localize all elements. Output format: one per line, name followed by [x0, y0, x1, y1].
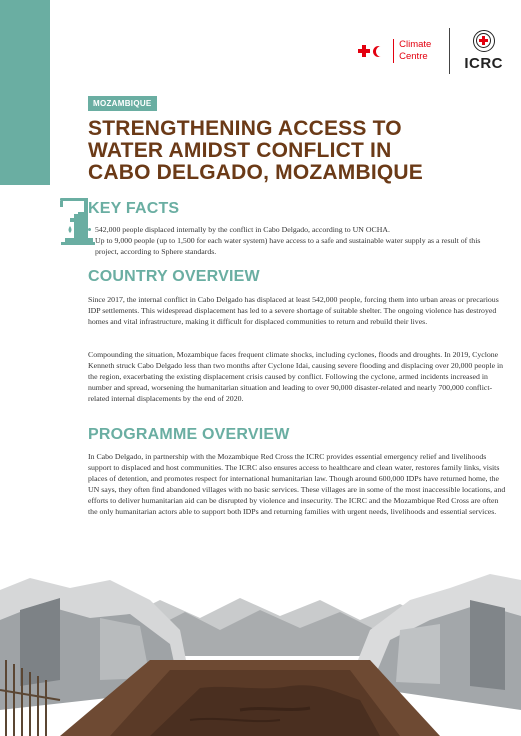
logo-divider: [449, 28, 450, 74]
key-fact-item: 542,000 people displaced internally by the conflict in Cabo Delgado, according to UN OCHA.: [88, 224, 498, 235]
climate-centre-logo: [358, 39, 431, 63]
icrc-emblem-icon: [473, 30, 495, 52]
country-overview-heading: COUNTRY OVERVIEW: [88, 268, 260, 285]
page-title: [88, 118, 508, 184]
country-tag: MOZAMBIQUE: [88, 96, 157, 111]
key-facts-heading: KEY FACTS: [88, 200, 180, 217]
country-overview-paragraph-2: Compounding the situation, Mozambique faces frequent climate shocks, including cyclones, floods and droughts. In 2019, Cyclone Kenneth struck Cabo Delgado less than two months after Cyclone Idai, causing severe flooding and displacing over 20,000 people in the region, exacerbating the existing displacement crisis caused by conflict. Following the cyclone, armed incidents increased in number and spread, worsening the humanitarian situation and leading to over 90,000 disaster-related and nearly 700,000 conflict-related internal displacements by the end of 2020.: [88, 350, 504, 403]
partner-logos: [358, 28, 503, 74]
key-facts-list: [88, 224, 498, 257]
teal-accent-bar: [0, 0, 50, 185]
programme-overview-heading: PROGRAMME OVERVIEW: [88, 426, 290, 443]
country-overview-paragraph-1: Since 2017, the internal conflict in Cabo Delgado has displaced at least 542,000 people, forcing them into urban areas or precarious IDP settlements. This widespread displacement has led to a severe shortage of suitable shelter. The ongoing violence has destroyed homes and vital infrastructure, making it difficult for displaced communities to return and rebuild their lives.: [88, 295, 499, 326]
programme-overview-paragraph: In Cabo Delgado, in partnership with the Mozambique Red Cross the ICRC provides essential emergency relief and livelihoods support to displaced and host communities. The ICRC also ensures access to healthcare and clean water, restores family links, visits places of detention, and promotes respect for international humanitarian law. Though around 600,000 IDPs have returned home, the UN says, they often find abandoned villages with no basic services. These villages are in some of the most inaccessible locations, and efforts to deliver humanitarian aid can be disrupted by violence and insecurity. The ICRC and the Mozambique Red Cross are often the only humanitarian actors able to support both IDPs and returning families with urgent needs, livelihoods and essential services.: [88, 452, 506, 516]
camp-illustration: [0, 560, 521, 736]
icrc-logo: [464, 30, 503, 72]
red-crescent-icon: [376, 46, 387, 57]
key-fact-item: Up to 9,000 people (up to 1,500 for each water system) have access to a safe and sustainable water supply as a result of this project, according to Sphere standards.: [88, 235, 498, 257]
title-line-3: CABO DELGADO, MOZAMBIQUE: [88, 161, 423, 184]
red-cross-icon: [358, 45, 370, 57]
title-line-1: STRENGTHENING ACCESS TO: [88, 117, 402, 140]
icrc-label: ICRC: [464, 55, 503, 72]
title-line-2: WATER AMIDST CONFLICT IN: [88, 139, 392, 162]
climate-centre-line2: Centre: [399, 51, 428, 62]
climate-centre-line1: Climate: [399, 39, 432, 50]
